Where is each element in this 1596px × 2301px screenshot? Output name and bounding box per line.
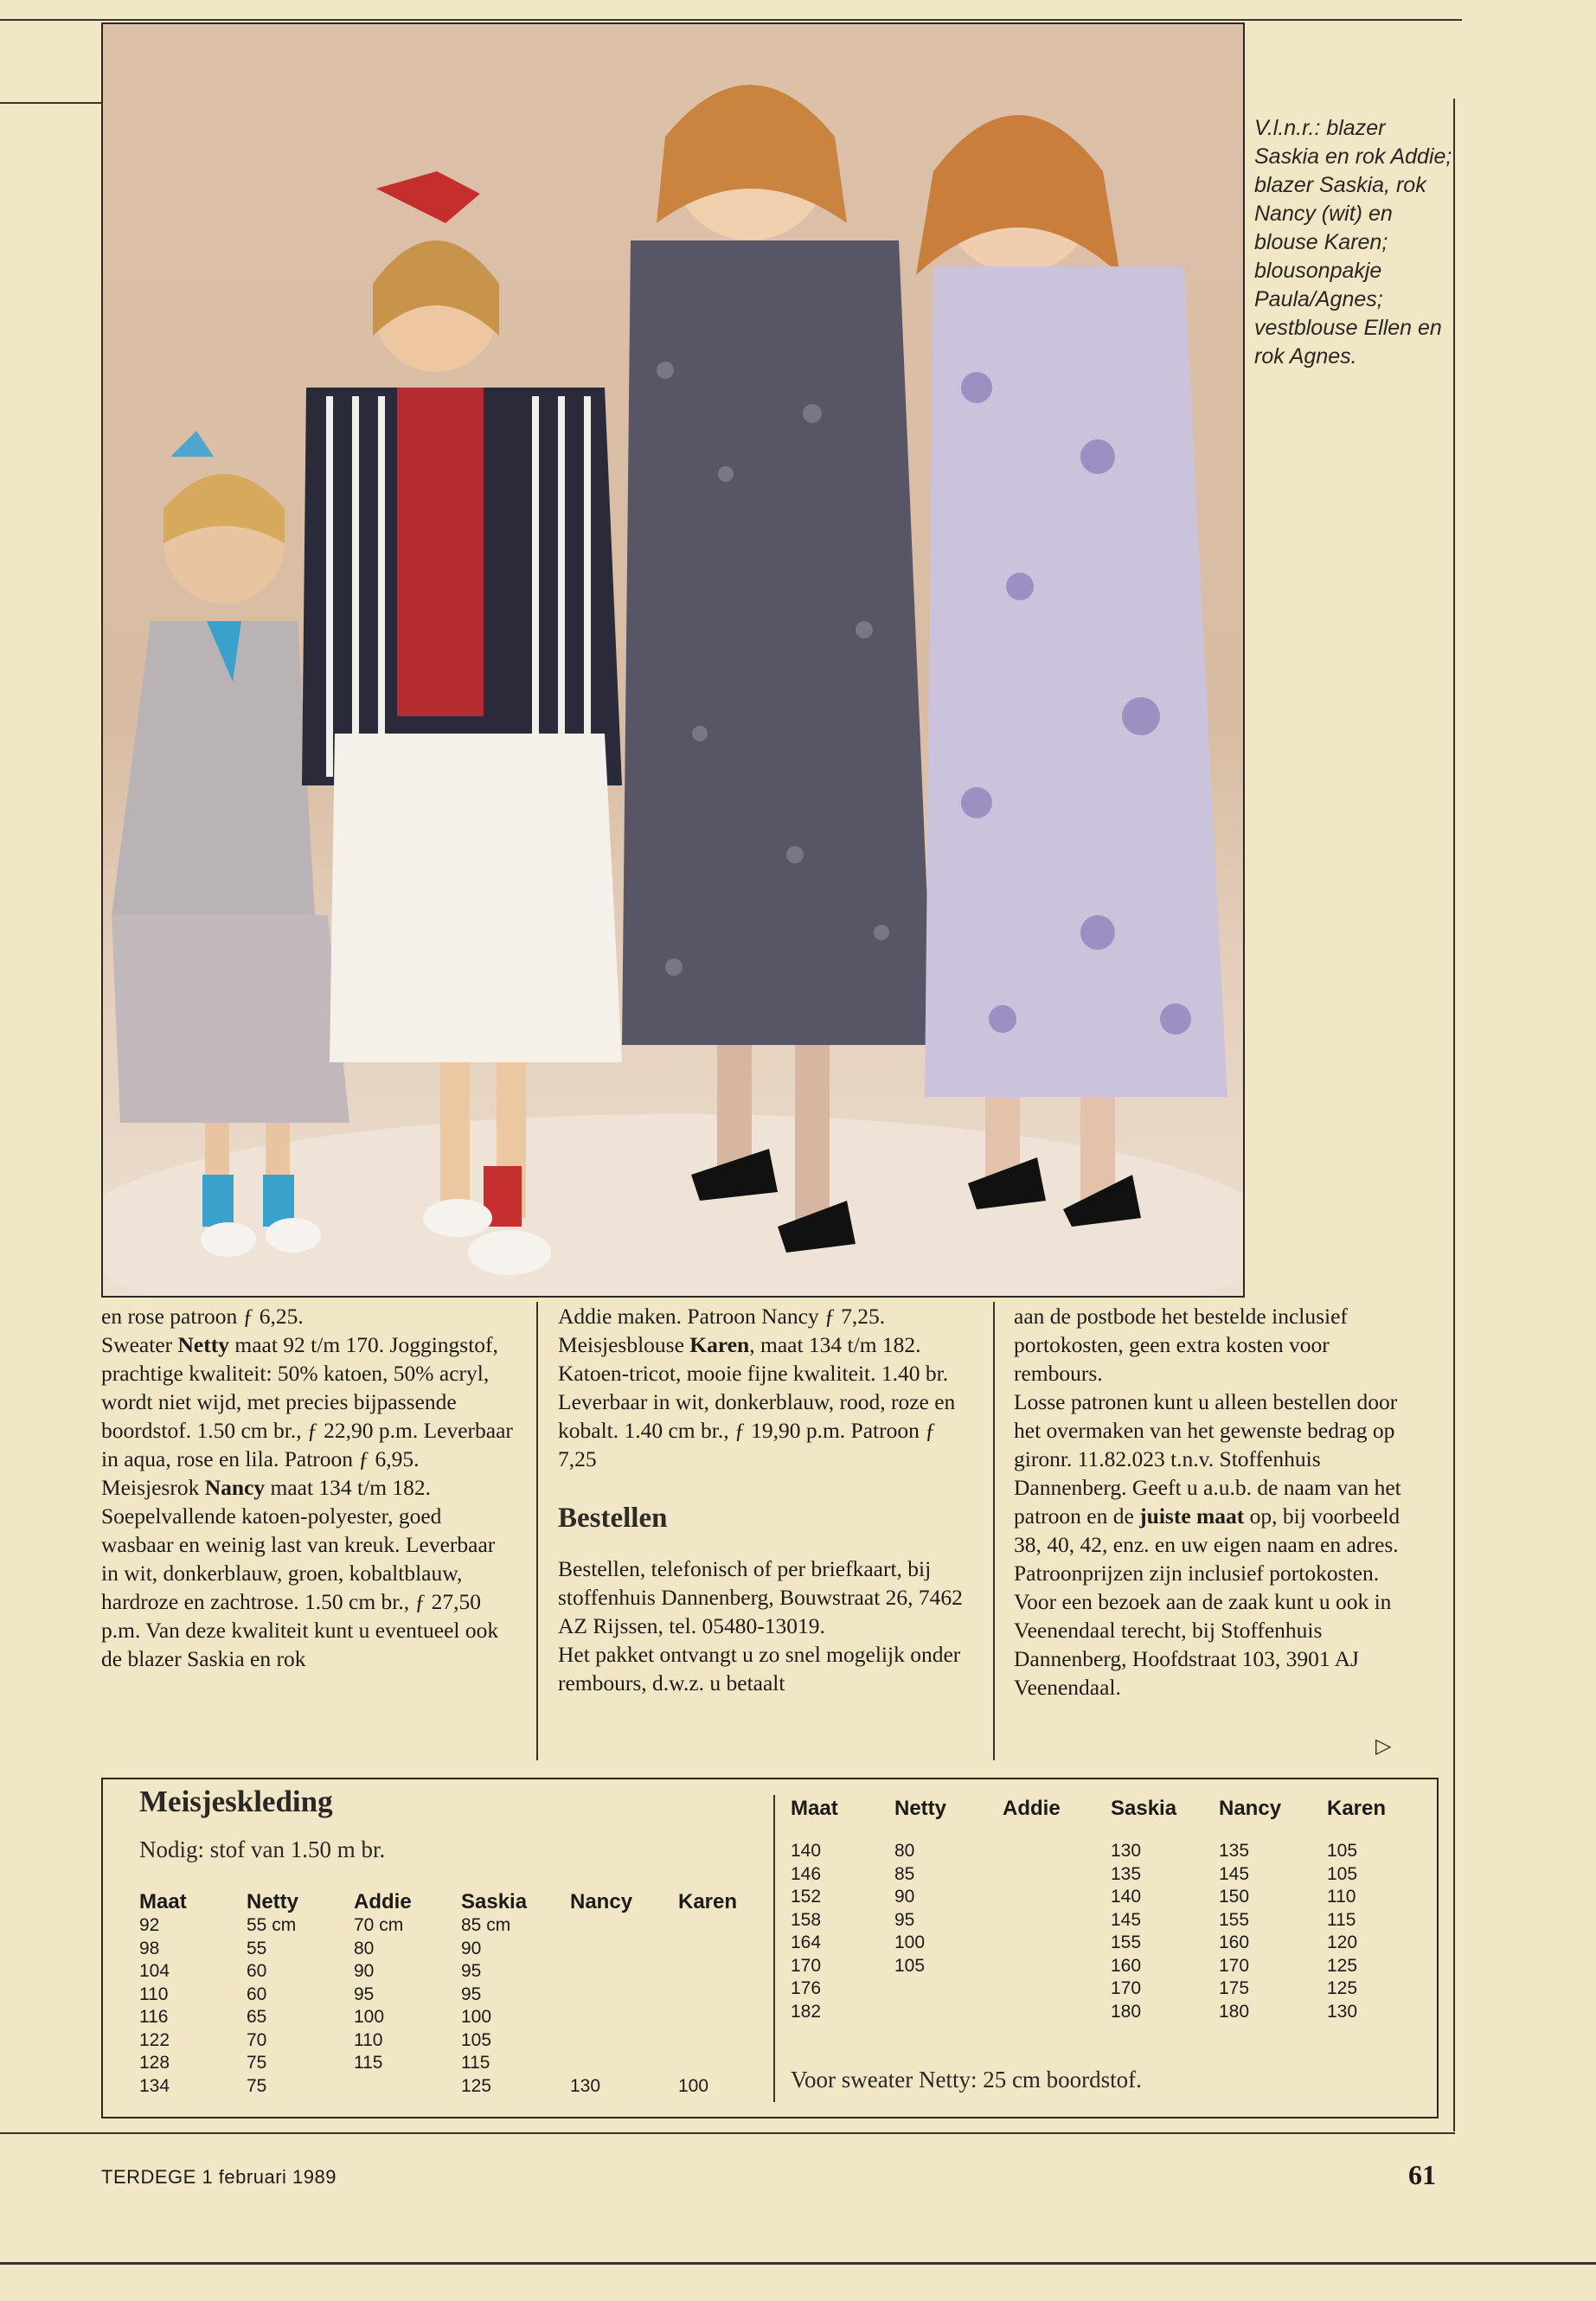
table-note: Voor sweater Netty: 25 cm boordstof. [791,2067,1142,2093]
text-span: maat 92 t/m 170. Joggingstof, prachtige kwaliteit: 50% katoen, 50% acryl, wordt niet wijd, met precies bijpassende boordstof. 1.50 cm br., ƒ 22,90 p.m. Leverbaar in aqua, rose en lila. Patroon ƒ 6,95. [101,1332,513,1471]
table-cell-maat: 98 [139,1938,160,1958]
table-cell-netty: 105 [894,1955,926,1976]
header-netty: Netty [894,1797,947,1820]
figure-girl-striped [302,171,622,1275]
footer-issue: TERDEGE 1 februari 1989 [101,2166,337,2188]
product-name: Karen [689,1332,750,1357]
header-maat: Maat [139,1890,187,1913]
paragraph: Bestellen, telefonisch of per briefkaart, bij stoffenhuis Dannenberg, Bouwstraat 26, 7462 AZ Rijssen, tel. 05480-13019. [558,1556,963,1638]
table-cell-netty: 100 [894,1932,926,1952]
text-column-2 [558,1302,971,1697]
top-left-rule [0,102,101,104]
table-cell-maat: 176 [791,1978,822,1998]
header-addie: Addie [1003,1797,1061,1820]
paragraph: aan de postbode het bestelde inclusief portokosten, geen extra kosten voor rembours. [1014,1304,1348,1386]
table-cell-karen: 110 [1327,1887,1356,1907]
table-cell-saskia: 145 [1111,1909,1142,1930]
header-maat: Maat [791,1797,838,1820]
header-saskia: Saskia [1111,1797,1177,1820]
paragraph: en rose patroon ƒ 6,25. [101,1304,304,1329]
header-karen: Karen [678,1890,738,1913]
table-cell-karen: 105 [1327,1841,1358,1861]
text-span: Meisjesrok [101,1475,205,1500]
table-cell-nancy: 180 [1219,2001,1250,2022]
fabric-needed: Nodig: stof van 1.50 m br. [139,1836,386,1862]
table-cell-netty: 80 [894,1841,915,1861]
table-cell-maat: 116 [139,2007,169,2027]
text-span: maat 134 t/m 182. Soepelvallende katoen-polyester, goed wasbaar en weinig last van kreuk. Leverbaar in wit, donkerblauw, groen, kobaltblauw, hardroze en zachtrose. 1.50 cm br., ƒ 27,50 p.m. Van deze kwaliteit kunt u eventueel ook de blazer Saskia en rok [101,1475,499,1671]
table-cell-saskia: 100 [461,2007,492,2027]
table-cell-karen: 125 [1327,1955,1358,1976]
header-saskia: Saskia [461,1890,528,1913]
table-cell-karen: 105 [1327,1863,1358,1884]
paragraph-patterns [1014,1388,1420,1587]
header-nancy: Nancy [570,1890,633,1913]
table-cell-netty: 75 [247,2075,267,2096]
table-cell-nancy: 175 [1219,1978,1250,1998]
product-name: Nancy [204,1475,266,1500]
table-cell-netty: 95 [894,1909,915,1930]
table-cell-maat: 92 [139,1915,160,1935]
paragraph: Addie maken. Patroon Nancy ƒ 7,25. [558,1304,886,1329]
figure-woman-floral [916,115,1227,1227]
text-span: op, bij voorbeeld 38, 40, 42, enz. en uw eigen naam en adres. Patroonprijzen zijn inclusief portokosten. [1014,1503,1401,1586]
table-cell-addie: 100 [354,2007,385,2027]
paragraph: Voor een bezoek aan de zaak kunt u ook in Veenendaal terecht, bij Stoffenhuis Dannenberg, Hoofdstraat 103, 3901 AJ Veenendaal. [1014,1589,1392,1700]
table-cell-maat: 146 [791,1863,822,1884]
size-table [101,1778,1439,2118]
right-frame-rule [1453,99,1455,2131]
page-number: 61 [1408,2159,1436,2190]
table-cell-maat: 134 [139,2075,170,2096]
table-cell-netty: 55 cm [247,1915,297,1935]
table-cell-maat: 140 [791,1841,822,1861]
table-cell-netty: 55 [247,1938,267,1958]
table-cell-nancy: 160 [1219,1932,1250,1952]
table-cell-netty: 90 [894,1887,915,1907]
table-cell-addie: 115 [354,2053,383,2073]
paragraph-karen [558,1330,971,1473]
header-nancy: Nancy [1219,1797,1282,1820]
table-cell-netty: 85 [894,1863,915,1884]
column-divider [536,1302,538,1760]
table-cell-addie: 70 cm [354,1915,404,1935]
table-cell-maat: 104 [139,1961,170,1981]
table-cell-saskia: 95 [461,1984,482,2004]
text-column-3 [1014,1302,1420,1702]
table-cell-nancy: 150 [1219,1887,1250,1907]
table-cell-maat: 128 [139,2053,170,2073]
table-cell-saskia: 140 [1111,1887,1142,1907]
table-cell-saskia: 130 [1111,1841,1142,1861]
table-cell-maat: 152 [791,1887,822,1907]
table-cell-netty: 60 [247,1984,267,2004]
table-cell-addie: 90 [354,1961,375,1981]
table-cell-maat: 122 [139,2029,170,2050]
table-divider [773,1795,775,2102]
table-title: Meisjeskleding [139,1785,333,1818]
table-cell-saskia: 155 [1111,1932,1142,1952]
table-cell-karen: 130 [1327,2001,1358,2022]
fashion-photo [101,22,1245,1298]
footer-rule [0,2132,1455,2134]
table-cell-saskia: 85 cm [461,1915,511,1935]
table-cell-nancy: 145 [1219,1863,1250,1884]
table-cell-saskia: 160 [1111,1955,1142,1976]
table-cell-saskia: 170 [1111,1978,1142,1998]
paragraph: Het pakket ontvangt u zo snel mogelijk onder rembours, d.w.z. u betaalt [558,1642,961,1695]
table-cell-saskia: 135 [1111,1863,1142,1884]
table-cell-maat: 182 [791,2001,822,2022]
table-cell-nancy: 135 [1219,1841,1250,1861]
table-cell-saskia: 115 [461,2053,490,2073]
text-span: , maat 134 t/m 182. Katoen-tricot, mooie fijne kwaliteit. 1.40 br. Leverbaar in wit, donkerblauw, rood, roze en kobalt. 1.40 cm br., ƒ 19,90 p.m. Patroon ƒ 7,25 [558,1332,956,1471]
table-cell-karen: 100 [678,2075,709,2096]
table-cell-netty: 65 [247,2007,267,2027]
top-rule [0,19,1462,21]
fashion-photo-illustration [103,24,1243,1296]
header-addie: Addie [354,1890,412,1913]
text-span: Meisjesblouse [558,1332,690,1357]
table-cell-saskia: 125 [461,2075,492,2096]
table-cell-addie: 80 [354,1938,375,1958]
table-cell-netty: 60 [247,1961,267,1981]
continue-arrow-icon: ▷ [1375,1734,1392,1758]
product-name: Netty [177,1332,229,1357]
text-column-1 [101,1302,515,1673]
table-cell-karen: 120 [1327,1932,1358,1952]
paragraph-netty [101,1330,515,1473]
table-cell-maat: 164 [791,1932,822,1952]
table-cell-nancy: 170 [1219,1955,1250,1976]
emphasis: juiste maat [1139,1503,1245,1529]
header-karen: Karen [1327,1797,1387,1820]
section-heading-bestellen: Bestellen [558,1503,668,1534]
table-cell-maat: 110 [139,1984,169,2004]
table-cell-saskia: 105 [461,2029,492,2050]
column-divider [993,1302,995,1760]
table-cell-saskia: 180 [1111,2001,1142,2022]
paragraph-nancy [101,1473,515,1673]
bottom-rule [0,2262,1596,2265]
table-cell-netty: 75 [247,2053,267,2073]
text-span: Losse patronen kunt u alleen bestellen door het overmaken van het gewenste bedrag op gironr. 11.82.023 t.n.v. Stoffenhuis Dannenberg. Geeft u a.u.b. de naam van het patroon en de [1014,1389,1401,1529]
table-cell-maat: 158 [791,1909,822,1930]
text-span: Sweater [101,1332,178,1357]
table-cell-saskia: 90 [461,1938,482,1958]
table-cell-karen: 125 [1327,1978,1358,1998]
header-netty: Netty [247,1890,299,1913]
table-cell-addie: 95 [354,1984,375,2004]
table-cell-saskia: 95 [461,1961,482,1981]
table-cell-nancy: 130 [570,2075,601,2096]
table-cell-karen: 115 [1327,1909,1356,1930]
table-cell-addie: 110 [354,2029,383,2050]
figure-woman-grey [622,85,933,1253]
table-cell-netty: 70 [247,2029,267,2050]
table-cell-nancy: 155 [1219,1909,1250,1930]
photo-caption: V.l.n.r.: blazer Saskia en rok Addie; blazer Saskia, rok Nancy (wit) en blouse Karen; blousonpakje Paula/Agnes; vestblouse Ellen en rok Agnes. [1254,116,1452,369]
table-cell-maat: 170 [791,1955,822,1976]
